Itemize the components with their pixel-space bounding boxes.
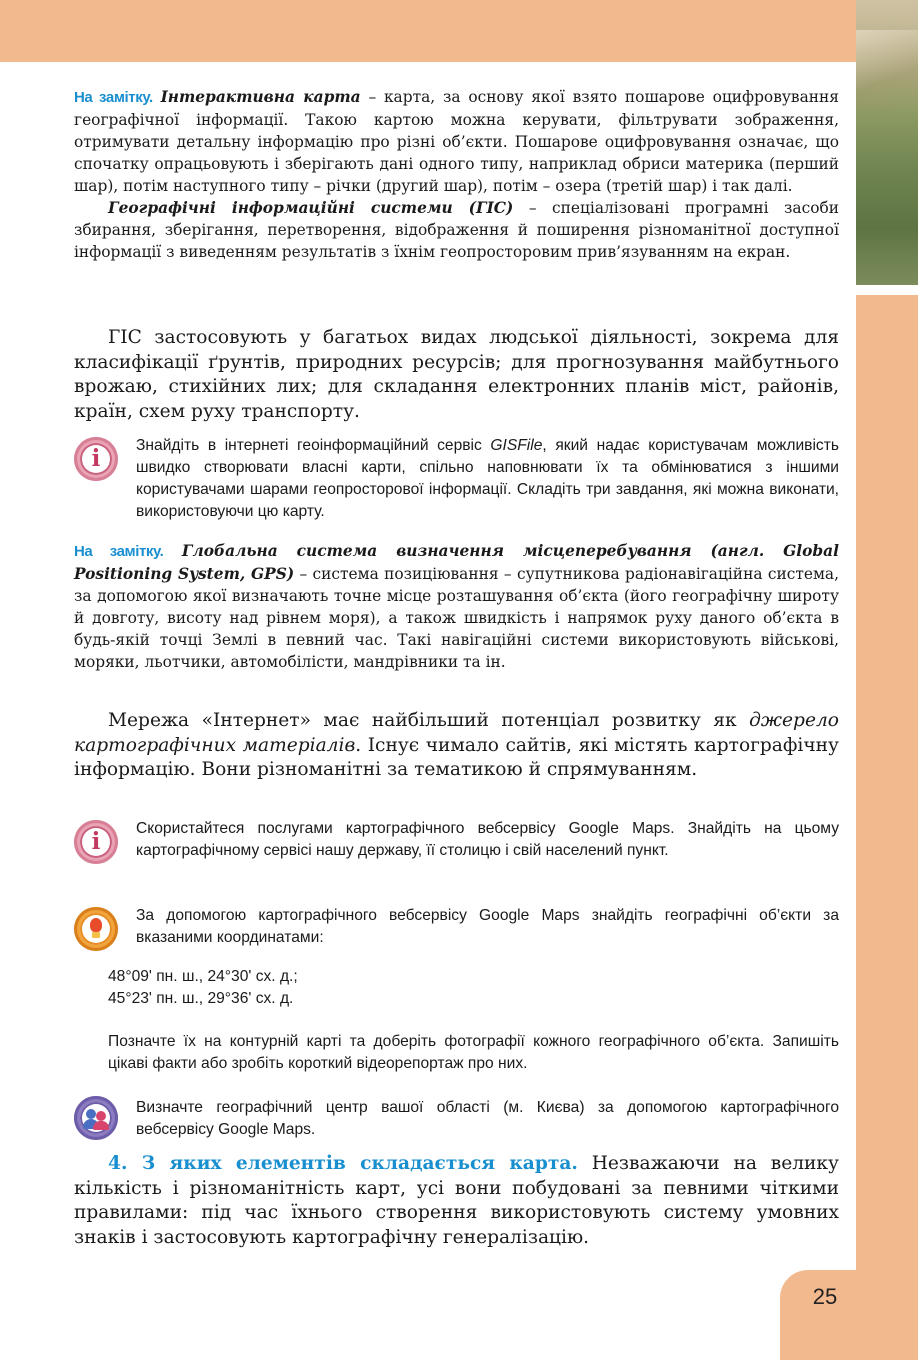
note-interactive-map-text: На замітку. Інтерактивна карта – карта, за основу якої взято пошарове оцифровування географічної інформації. Такою картою можна керувати, фільтрувати зображення, отримувати детальну інформацію про різні об’єкти. Пошарове оцифровування означає, що спочатку опрацьовують і зберігають дані одного типу, наприклад обриси материка (перший шар), потім наступного типу – річки (другий шар), потім – озера (третій шар) і так далі. Географічні інформаційні системи (ГІС) – спеціалізовані програмні засоби збирання, зберігання, перетворення, відображення й поширення різноманітної доступної інформації з виведенням результатів з їхнім геопросторовим прив’язуванням на екран.: [74, 88, 839, 261]
task-google-maps-state: Скористайтеся послугами картографічного вебсервісу Google Maps. Знайдіть на цьому картографічному сервісі нашу державу, її столицю і свій населений пункт.: [136, 820, 839, 859]
task-geographic-center: Визначте географічний центр вашої області (м. Києва) за допомогою картографічного вебсервісу Google Maps.: [136, 1099, 839, 1138]
coordinate-2: 45°23' пн. ш., 29°36' сх. д.: [108, 990, 294, 1007]
task-coordinates-outro: Позначте їх на контурній карті та доберіть фотографії кожного географічного об’єкта. Запишіть цікаві факти або зробіть короткий відеорепортаж про них.: [108, 1033, 839, 1072]
task-gisfile: Знайдіть в інтернеті геоінформаційний сервіс GISFile, який надає користувачам можливість швидко створювати власні карти, спільно наповнювати їх та обмінюватися з іншими користувачами шарами геопросторової інформації. Складіть три завдання, які можна виконати, використовуючи цю карту.: [136, 437, 839, 520]
task-coordinates-intro: За допомогою картографічного вебсервісу Google Maps знайдіть географічні об’єкти за вказаними координатами:: [136, 907, 839, 946]
term-gis: Географічні інформаційні системи (ГІС): [108, 199, 514, 217]
note-gps: На замітку. Глобальна система визначення місцеперебування (англ. Global Positioning System, GPS) – система позиціювання – супутникова радіонавігаційна система, за допомогою якої визначають точне місце розташування об’єкта (його географічну широту й довготу, висоту над рівнем моря), а також швидкість і напрямок руху даного об’єкта в будь-якій точці Землі в певний час. Такі навігаційні системи використовують військові, моряки, льотчики, автомобілісти, мандрівники та ін.: [74, 542, 839, 671]
coordinate-1: 48°09' пн. ш., 24°30' сх. д.;: [108, 968, 298, 985]
info-icon: i: [74, 820, 118, 864]
paragraph-gis-usage: ГІС застосовують у багатьох видах людської діяльності, зокрема для класифікації ґрунтів, природних ресурсів; для прогнозування майбутнього врожаю, стихійних лих; для складання електронних планів міст, районів, країн, схем руху транспорту.: [74, 327, 839, 422]
paragraph-map-elements: 4. З яких елементів складається карта. Незважаючи на велику кількість і різноманітність карт, усі вони побудовані за певними чіткими правилами: під час їхнього створення використовують систему умовних знаків і застосовують картографічну генералізацію.: [74, 1153, 839, 1248]
service-name: GISFile: [490, 437, 543, 454]
note-tag: На замітку.: [74, 543, 164, 560]
lightbulb-icon: [74, 907, 118, 951]
term-interactive-map: Інтерактивна карта: [160, 88, 361, 106]
section-heading: 4. З яких елементів складається карта.: [108, 1153, 578, 1174]
top-color-band: [0, 0, 856, 62]
note-interactive-map: [74, 86, 839, 263]
side-landscape-photo: [856, 0, 918, 285]
coordinates-list: [108, 966, 839, 1010]
info-icon: i: [74, 437, 118, 481]
term-gps: Глобальна система визначення місцеперебування (англ. Global Positioning System, GPS): [74, 542, 839, 583]
page-number: 25: [812, 1284, 838, 1309]
group-work-icon: [74, 1096, 118, 1140]
side-color-band: [856, 295, 918, 1360]
paragraph-internet: Мережа «Інтернет» має найбільший потенціал розвитку як джерело картографічних матеріалів. Існує чимало сайтів, які містять картографічну інформацію. Вони різноманітні за тематикою й спрямуванням.: [74, 710, 839, 780]
note-tag: На замітку.: [74, 89, 153, 106]
